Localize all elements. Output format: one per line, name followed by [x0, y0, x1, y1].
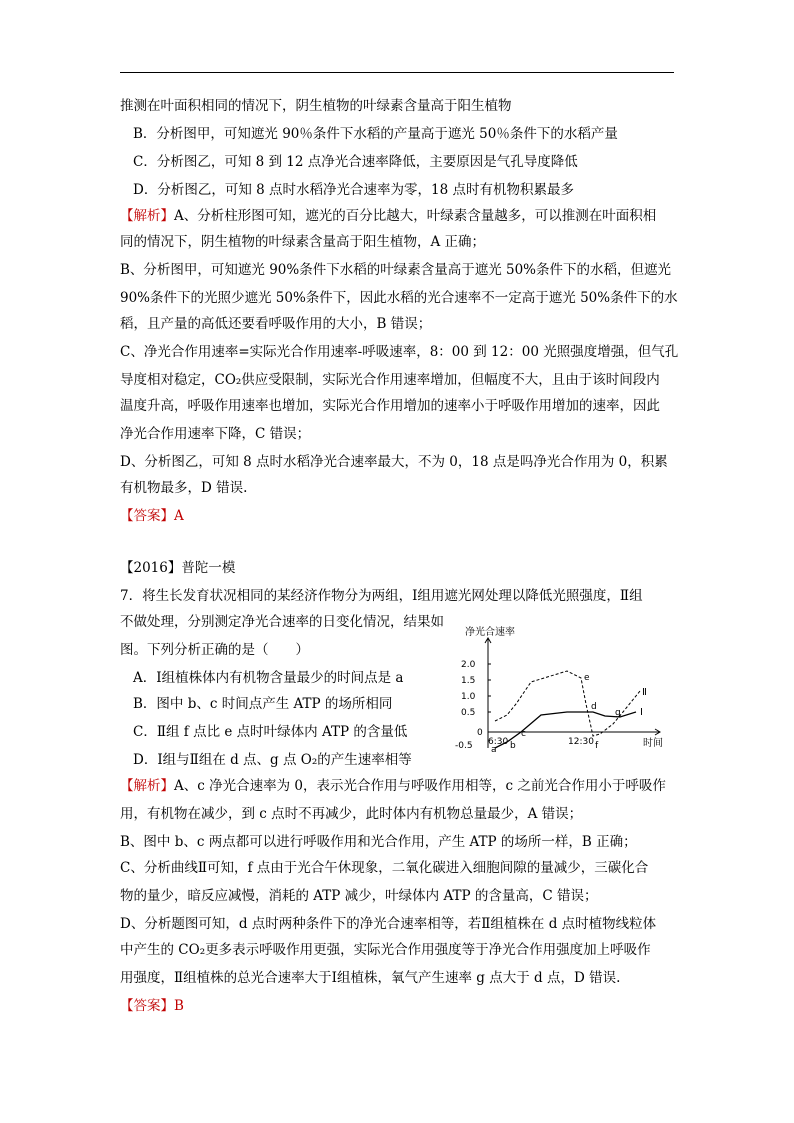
text-line: 90%条件下的光照少遮光 50%条件下，因此水稻的光合速率不一定高于遮光 50%条件下的水	[120, 290, 678, 306]
answer-line	[120, 506, 184, 526]
text-line: 用，有机物在减少，到 c 点时不再减少，此时体内有机物总量最少，A 错误；	[120, 806, 583, 822]
ytick-label: 0.5	[461, 708, 476, 718]
point-label: a	[491, 745, 497, 754]
xtick-label: 12:30	[568, 737, 594, 747]
answer-value: A	[174, 508, 184, 524]
net-photosynthesis-chart	[455, 624, 670, 754]
analysis-tag: 【解析】	[120, 208, 174, 224]
question-stem: 图。下列分析正确的是（ ）	[120, 642, 309, 658]
point-label: e	[584, 673, 590, 683]
point-label: d	[591, 702, 597, 712]
analysis-line	[120, 776, 666, 796]
text-line: 中产生的 CO₂更多表示呼吸作用更强，实际光合作用强度等于净光合作用强度加上呼吸作	[120, 942, 651, 958]
text-line: D、分析题图可知，d 点时两种条件下的净光合速率相等，若Ⅱ组植株在 d 点时植物线粒体	[120, 916, 657, 932]
answer-tag: 【答案】	[120, 508, 174, 524]
text-line: 导度相对稳定，CO₂供应受限制，实际光合作用速率增加，但幅度不大，且由于该时间段内	[120, 372, 660, 388]
option-d: D．Ⅰ组与Ⅱ组在 d 点、g 点 O₂的产生速率相等	[133, 752, 412, 768]
point-label: b	[510, 741, 516, 751]
option-c: C．Ⅱ组 f 点比 e 点时叶绿体内 ATP 的含量低	[133, 724, 408, 740]
header-rule	[120, 72, 674, 73]
analysis-text: A、c 净光合速率为 0，表示光合作用与呼吸作用相等，c 之前光合作用小于呼吸作	[174, 778, 666, 794]
option-b: B．图中 b、c 时间点产生 ATP 的场所相同	[133, 696, 393, 712]
answer-value: B	[174, 998, 184, 1014]
x-axis-label: 时间	[643, 738, 663, 749]
text-line: 用强度，Ⅱ组植株的总光合速率大于Ⅰ组植株，氧气产生速率 g 点大于 d 点，D 错误.	[120, 970, 621, 986]
text-line: 推测在叶面积相同的情况下，阴生植物的叶绿素含量高于阳生植物	[120, 98, 512, 114]
series-i-label: Ⅰ	[640, 707, 643, 718]
analysis-line	[120, 206, 656, 226]
text-line: B、图中 b、c 两点都可以进行呼吸作用和光合作用，产生 ATP 的场所一样，B 正确；	[120, 834, 637, 850]
ytick-label: 2.0	[461, 660, 476, 670]
question-stem: 不做处理，分别测定净光合速率的日变化情况，结果如	[120, 614, 444, 630]
answer-line	[120, 996, 184, 1016]
option-a: A．Ⅰ组植株体内有机物含量最少的时间点是 a	[133, 670, 404, 686]
point-label: c	[521, 729, 526, 739]
ytick-label: 1.0	[461, 692, 476, 702]
option-d-prev: D．分析图乙，可知 8 点时水稻净光合速率为零，18 点时有机物积累最多	[133, 182, 574, 198]
option-b-prev: B．分析图甲，可知遮光 90％条件下水稻的产量高于遮光 50％条件下的水稻产量	[133, 126, 618, 142]
text-line: 有机物最多，D 错误.	[120, 480, 248, 496]
text-line: 温度升高，呼吸作用速率也增加，实际光合作用增加的速率小于呼吸作用增加的速率，因此	[120, 398, 660, 414]
y-axis-label: 净光合速率	[465, 627, 515, 638]
analysis-text: A、分析柱形图可知，遮光的百分比越大，叶绿素含量越多，可以推测在叶面积相	[174, 208, 657, 224]
series-ii-label: Ⅱ	[642, 687, 647, 698]
question-stem: 7．将生长发育状况相同的某经济作物分为两组，Ⅰ组用遮光网处理以降低光照强度，Ⅱ组	[120, 588, 643, 604]
text-line: 稻，且产量的高低还要看呼吸作用的大小，B 错误；	[120, 316, 432, 332]
series-ii-curve	[495, 671, 640, 736]
analysis-tag: 【解析】	[120, 778, 174, 794]
option-c-prev: C．分析图乙，可知 8 到 12 点净光合速率降低，主要原因是气孔导度降低	[133, 154, 578, 170]
text-line: D、分析图乙，可知 8 点时水稻净光合速率最大，不为 0，18 点是吗净光合作用为 0，积累	[120, 454, 668, 470]
text-line: B、分析图甲，可知遮光 90%条件下水稻的叶绿素含量高于遮光 50%条件下的水稻，但遮光	[120, 262, 672, 278]
text-line: 物的量少，暗反应减慢，消耗的 ATP 减少，叶绿体内 ATP 的含量高，C 错误；	[120, 888, 598, 904]
point-label: f	[595, 741, 599, 751]
text-line: C、净光合作用速率=实际光合作用速率-呼吸速率，8：00 到 12：00 光照强度增强，但气孔	[120, 344, 679, 360]
ytick-label: 0	[477, 728, 483, 738]
ytick-label: 1.5	[461, 676, 476, 686]
answer-tag: 【答案】	[120, 998, 174, 1014]
text-line: 净光合作用速率下降，C 错误；	[120, 426, 311, 442]
text-line: C、分析曲线Ⅱ可知，f 点由于光合午休现象，二氧化碳进入细胞间隙的量减少，三碳化合	[120, 860, 649, 876]
source-heading: 【2016】普陀一模	[120, 560, 236, 576]
xtick-label: 6:30	[488, 737, 509, 747]
ytick-label: -0.5	[455, 741, 473, 751]
point-label: g	[615, 708, 621, 718]
text-line: 同的情况下，阴生植物的叶绿素含量高于阳生植物，A 正确；	[120, 234, 486, 250]
